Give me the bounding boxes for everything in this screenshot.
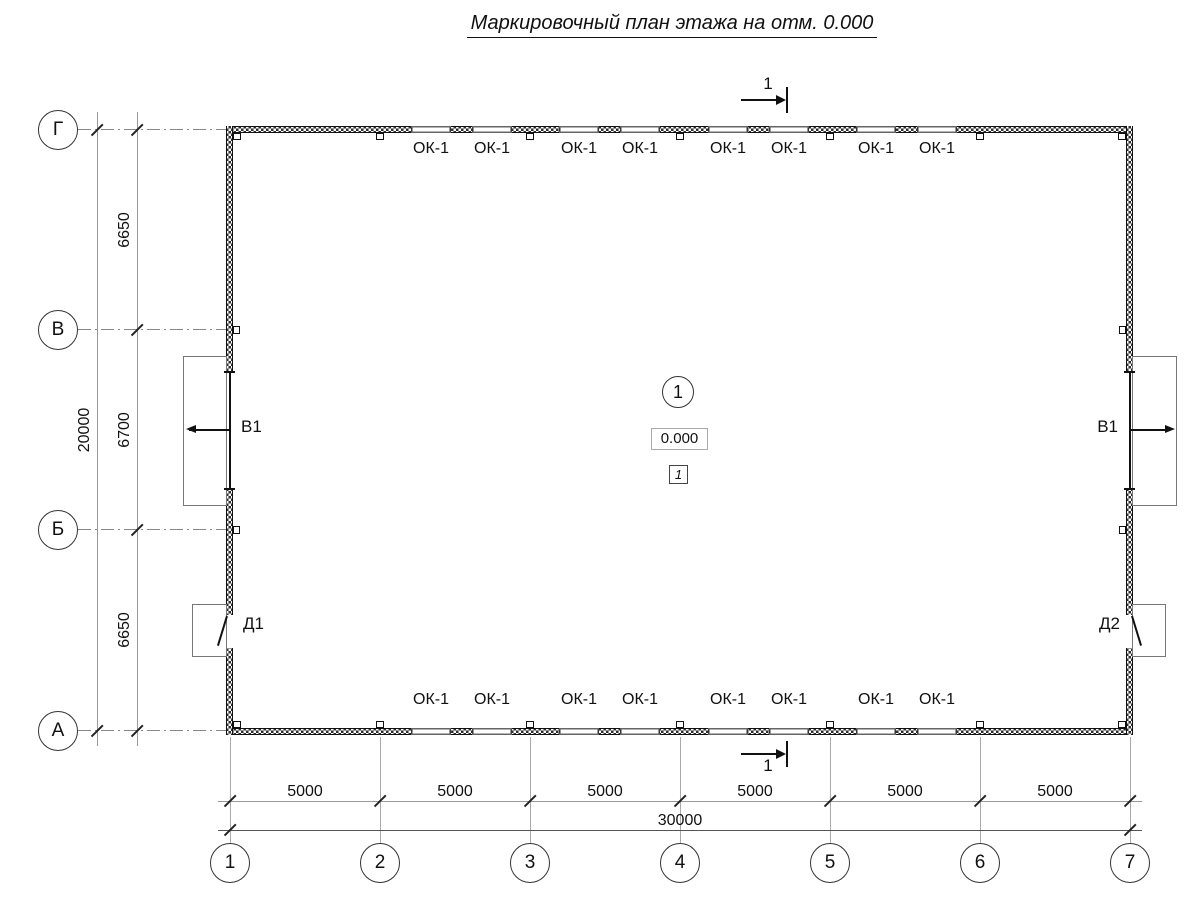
pilaster-left-v — [233, 326, 240, 334]
dim-text-left-2: 6700 — [116, 412, 133, 448]
dim-line-bottom-total — [218, 830, 1142, 831]
window-bottom-6 — [769, 728, 809, 735]
drawing-title — [272, 12, 1072, 35]
window-bottom-4 — [620, 728, 660, 735]
axis-bubble-col-7: 7 — [1110, 843, 1150, 883]
pilaster-top-4 — [676, 133, 684, 140]
window-label-top-4: ОК-1 — [622, 140, 658, 157]
pilaster-top-corner-right — [1118, 133, 1126, 140]
window-label-bottom-1: ОК-1 — [413, 691, 449, 708]
window-label-bottom-6: ОК-1 — [771, 691, 807, 708]
section-mark-bottom-bar — [786, 741, 788, 767]
zone-number-box: 1 — [669, 465, 688, 484]
axis-bubble-row-g: Г — [38, 110, 78, 150]
window-top-4 — [620, 126, 660, 133]
axis-bubble-col-2: 2 — [360, 843, 400, 883]
axis-bubble-row-v: В — [38, 310, 78, 350]
axis-ext-col-6 — [980, 737, 981, 843]
window-bottom-1 — [411, 728, 451, 735]
pilaster-top-3 — [526, 133, 534, 140]
section-mark-top-line — [741, 99, 781, 101]
section-mark-top-label: 1 — [763, 74, 773, 93]
gate-label-right: В1 — [1097, 417, 1118, 436]
pilaster-top-corner-left — [233, 133, 241, 140]
window-label-top-5: ОК-1 — [710, 140, 746, 157]
axis-line-v — [78, 329, 226, 330]
door-label-left: Д1 — [243, 614, 264, 633]
axis-line-g — [78, 129, 226, 130]
axis-bubble-col-1: 1 — [210, 843, 250, 883]
axis-ext-col-2 — [380, 737, 381, 843]
dim-text-bottom-6: 5000 — [1037, 783, 1073, 800]
dim-text-bottom-5: 5000 — [887, 783, 923, 800]
window-bottom-3 — [559, 728, 599, 735]
window-bottom-8 — [917, 728, 957, 735]
gate-jamb-left-top — [224, 371, 235, 373]
pilaster-top-2 — [376, 133, 384, 140]
dim-text-left-3: 6650 — [116, 612, 133, 648]
gate-arrow-head-right-icon — [1165, 425, 1175, 433]
wall-bottom — [226, 728, 1133, 735]
window-top-8 — [917, 126, 957, 133]
axis-bubble-col-3: 3 — [510, 843, 550, 883]
window-top-5 — [708, 126, 748, 133]
window-label-top-1: ОК-1 — [413, 140, 449, 157]
dim-text-bottom-1: 5000 — [287, 783, 323, 800]
dim-text-bottom-total: 30000 — [657, 812, 703, 829]
window-bottom-5 — [708, 728, 748, 735]
window-label-bottom-2: ОК-1 — [474, 691, 510, 708]
axis-bubble-col-4: 4 — [660, 843, 700, 883]
section-mark-top-bar — [786, 87, 788, 113]
window-label-bottom-5: ОК-1 — [710, 691, 746, 708]
wall-top — [226, 126, 1133, 133]
section-arrow-top-icon — [776, 95, 786, 105]
window-label-bottom-4: ОК-1 — [622, 691, 658, 708]
gate-jamb-right-bottom — [1124, 488, 1135, 490]
dim-text-bottom-2: 5000 — [437, 783, 473, 800]
pilaster-bottom-corner-right — [1118, 721, 1126, 728]
axis-bubble-row-a: А — [38, 711, 78, 751]
axis-bubble-row-b: Б — [38, 510, 78, 550]
window-label-bottom-3: ОК-1 — [561, 691, 597, 708]
window-top-1 — [411, 126, 451, 133]
window-label-top-6: ОК-1 — [771, 140, 807, 157]
window-label-bottom-7: ОК-1 — [858, 691, 894, 708]
gate-leaf-right — [1129, 372, 1131, 490]
window-top-3 — [559, 126, 599, 133]
dim-text-bottom-3: 5000 — [587, 783, 623, 800]
window-bottom-2 — [472, 728, 512, 735]
gate-jamb-left-bottom — [224, 488, 235, 490]
axis-line-a — [78, 730, 226, 731]
pilaster-bottom-4 — [676, 721, 684, 728]
pilaster-bottom-3 — [526, 721, 534, 728]
pilaster-bottom-2 — [376, 721, 384, 728]
axis-bubble-col-6: 6 — [960, 843, 1000, 883]
gate-leaf-left — [229, 372, 231, 490]
window-label-top-8: ОК-1 — [919, 140, 955, 157]
gate-jamb-right-top — [1124, 371, 1135, 373]
axis-line-b — [78, 529, 226, 530]
pilaster-bottom-5 — [826, 721, 834, 728]
pilaster-top-6 — [976, 133, 984, 140]
pilaster-right-v — [1119, 326, 1126, 334]
window-label-top-3: ОК-1 — [561, 140, 597, 157]
pilaster-bottom-6 — [976, 721, 984, 728]
gate-arrow-line-right — [1131, 429, 1168, 431]
pilaster-right-b — [1119, 526, 1126, 534]
dim-text-left-total: 20000 — [76, 407, 93, 453]
dim-text-bottom-4: 5000 — [737, 783, 773, 800]
section-mark-bottom-line — [741, 753, 781, 755]
gate-label-left: В1 — [241, 417, 262, 436]
section-mark-bottom-label: 1 — [763, 756, 773, 775]
pilaster-top-5 — [826, 133, 834, 140]
pilaster-bottom-corner-left — [233, 721, 241, 728]
elevation-mark: 0.000 — [651, 428, 708, 450]
window-top-2 — [472, 126, 512, 133]
axis-bubble-col-5: 5 — [810, 843, 850, 883]
dim-line-left-total — [97, 112, 98, 746]
dim-text-left-1: 6650 — [116, 212, 133, 248]
window-label-top-2: ОК-1 — [474, 140, 510, 157]
window-label-bottom-8: ОК-1 — [919, 691, 955, 708]
window-top-6 — [769, 126, 809, 133]
axis-ext-col-5 — [830, 737, 831, 843]
axis-ext-col-3 — [530, 737, 531, 843]
room-number-bubble: 1 — [662, 376, 694, 408]
drawing-title-text: Маркировочный план этажа на отм. 0.000 — [467, 12, 878, 38]
pilaster-left-b — [233, 526, 240, 534]
window-top-7 — [856, 126, 896, 133]
gate-arrow-head-left-icon — [186, 425, 196, 433]
window-label-top-7: ОК-1 — [858, 140, 894, 157]
dim-line-left-segments — [137, 112, 138, 746]
door-label-right: Д2 — [1099, 614, 1120, 633]
window-bottom-7 — [856, 728, 896, 735]
